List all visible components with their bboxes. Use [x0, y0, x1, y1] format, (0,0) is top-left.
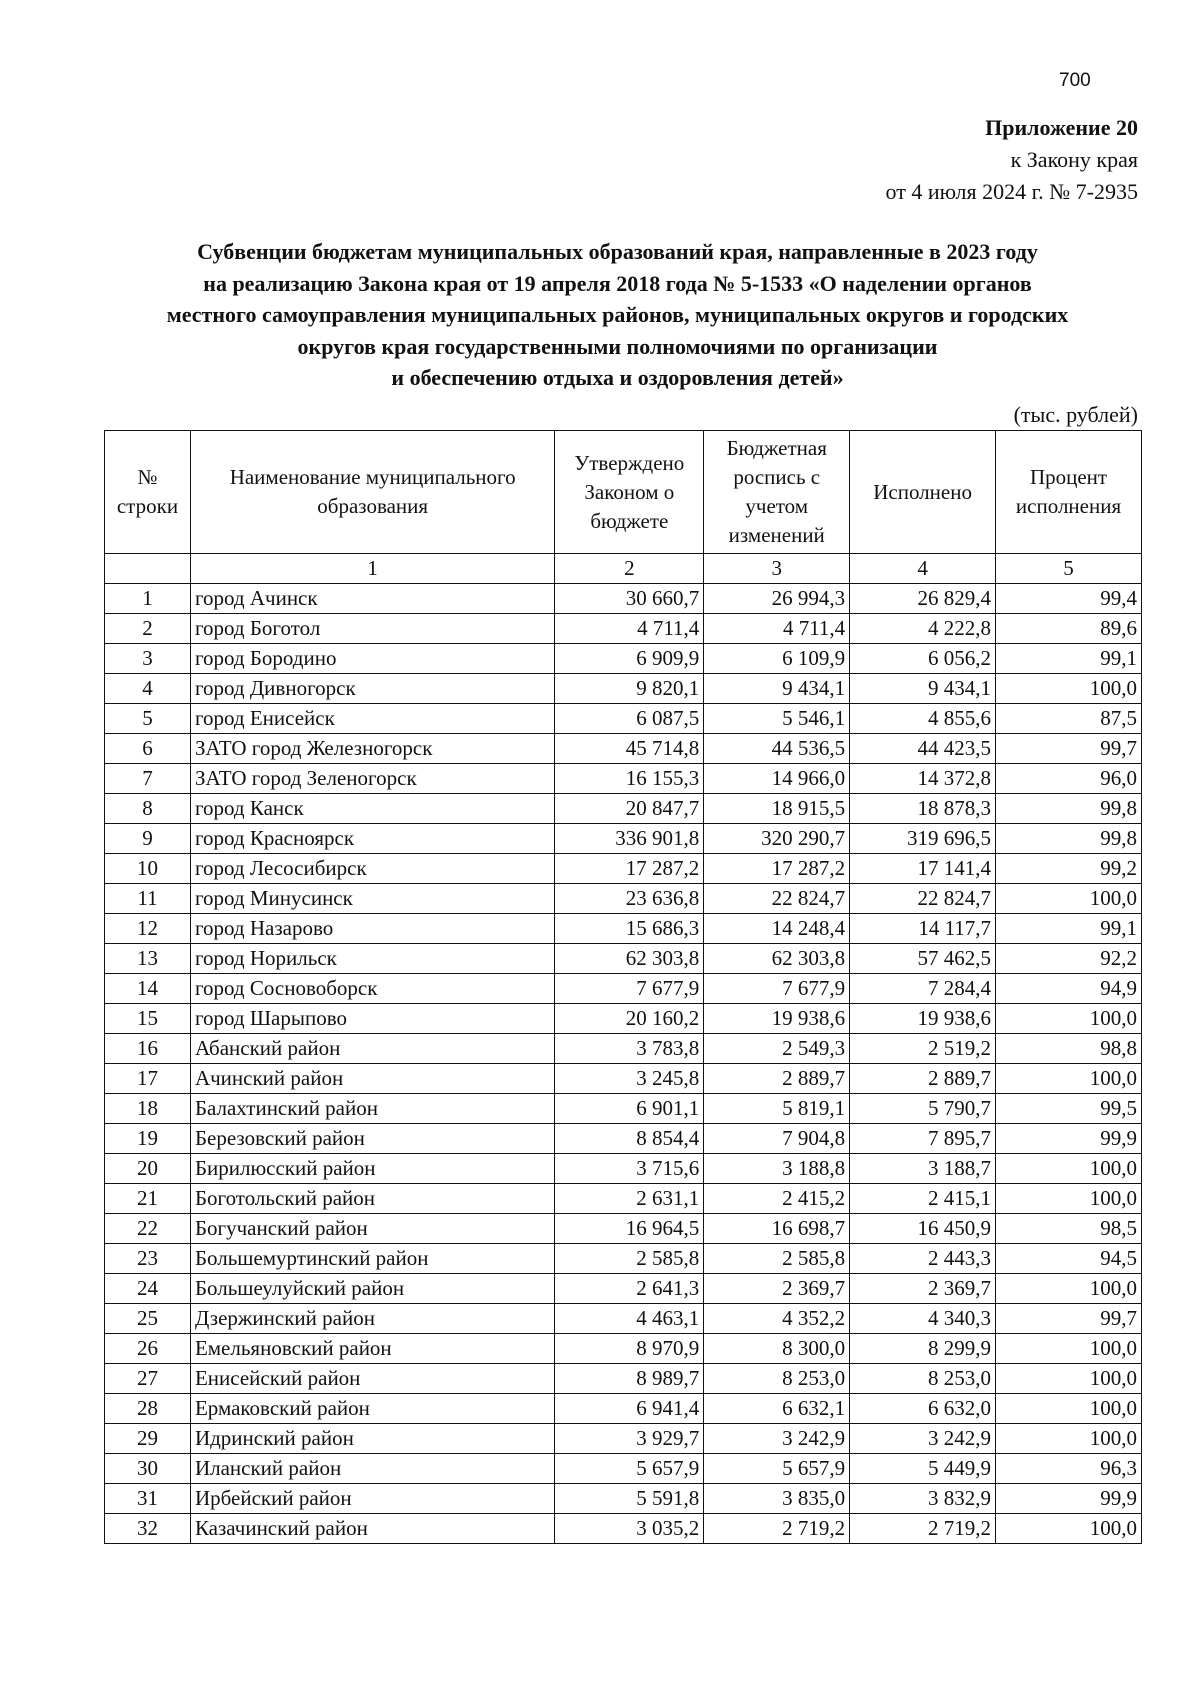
approved-amount-cell: 5 657,9 [555, 1454, 704, 1484]
municipality-name-cell: Ачинский район [190, 1064, 554, 1094]
execution-percent-cell: 98,5 [996, 1214, 1142, 1244]
execution-percent-cell: 87,5 [996, 704, 1142, 734]
approved-amount-cell: 17 287,2 [555, 854, 704, 884]
title-line-1: Субвенции бюджетам муниципальных образований края, направленные в 2023 году [197, 239, 1038, 264]
budget-list-amount-cell: 4 711,4 [704, 614, 850, 644]
approved-amount-cell: 5 591,8 [555, 1484, 704, 1514]
approved-amount-cell: 6 901,1 [555, 1094, 704, 1124]
budget-list-amount-cell: 5 546,1 [704, 704, 850, 734]
column-index: 3 [704, 554, 850, 584]
approved-amount-cell: 30 660,7 [555, 584, 704, 614]
budget-list-amount-cell: 26 994,3 [704, 584, 850, 614]
municipality-name-cell: город Дивногорск [190, 674, 554, 704]
table-row [105, 1214, 1142, 1244]
executed-amount-cell: 6 056,2 [850, 644, 996, 674]
row-number-cell: 2 [105, 614, 191, 644]
municipality-name-cell: Балахтинский район [190, 1094, 554, 1124]
execution-percent-cell: 99,8 [996, 824, 1142, 854]
executed-amount-cell: 9 434,1 [850, 674, 996, 704]
table-row [105, 644, 1142, 674]
execution-percent-cell: 99,4 [996, 584, 1142, 614]
title-line-5: и обеспечению отдыха и оздоровления детей» [391, 365, 844, 390]
execution-percent-cell: 99,9 [996, 1124, 1142, 1154]
approved-amount-cell: 3 035,2 [555, 1514, 704, 1544]
execution-percent-cell: 100,0 [996, 1364, 1142, 1394]
budget-list-amount-cell: 18 915,5 [704, 794, 850, 824]
table-row [105, 1514, 1142, 1544]
executed-amount-cell: 4 222,8 [850, 614, 996, 644]
municipality-name-cell: город Норильск [190, 944, 554, 974]
table-body [105, 584, 1142, 1544]
row-number-cell: 11 [105, 884, 191, 914]
approved-amount-cell: 336 901,8 [555, 824, 704, 854]
budget-list-amount-cell: 320 290,7 [704, 824, 850, 854]
executed-amount-cell: 3 242,9 [850, 1424, 996, 1454]
executed-amount-cell: 18 878,3 [850, 794, 996, 824]
execution-percent-cell: 99,8 [996, 794, 1142, 824]
executed-amount-cell: 19 938,6 [850, 1004, 996, 1034]
budget-list-amount-cell: 14 248,4 [704, 914, 850, 944]
execution-percent-cell: 100,0 [996, 1064, 1142, 1094]
municipality-name-cell: Абанский район [190, 1034, 554, 1064]
approved-amount-cell: 8 989,7 [555, 1364, 704, 1394]
document-title [95, 236, 1140, 394]
annex-law-ref: к Закону края [1010, 147, 1138, 172]
municipality-name-cell: город Канск [190, 794, 554, 824]
row-number-cell: 20 [105, 1154, 191, 1184]
row-number-cell: 19 [105, 1124, 191, 1154]
units-label: (тыс. рублей) [1013, 402, 1138, 427]
row-number-cell: 21 [105, 1184, 191, 1214]
budget-list-amount-cell: 3 835,0 [704, 1484, 850, 1514]
table-row [105, 584, 1142, 614]
table-row [105, 974, 1142, 1004]
executed-amount-cell: 57 462,5 [850, 944, 996, 974]
header-row [105, 431, 1142, 554]
annex-date-ref: от 4 июля 2024 г. № 7-2935 [885, 179, 1138, 204]
budget-list-amount-cell: 22 824,7 [704, 884, 850, 914]
column-index: 1 [190, 554, 554, 584]
row-number-cell: 24 [105, 1274, 191, 1304]
municipality-name-cell: Иланский район [190, 1454, 554, 1484]
table-row [105, 614, 1142, 644]
budget-list-amount-cell: 3 242,9 [704, 1424, 850, 1454]
budget-list-amount-cell: 2 369,7 [704, 1274, 850, 1304]
row-number-cell: 17 [105, 1064, 191, 1094]
budget-list-amount-cell: 2 415,2 [704, 1184, 850, 1214]
budget-list-amount-cell: 9 434,1 [704, 674, 850, 704]
executed-amount-cell: 2 719,2 [850, 1514, 996, 1544]
row-number-cell: 23 [105, 1244, 191, 1274]
table-row [105, 734, 1142, 764]
municipality-name-cell: город Назарово [190, 914, 554, 944]
municipality-name-cell: Богучанский район [190, 1214, 554, 1244]
table-row [105, 1424, 1142, 1454]
approved-amount-cell: 8 854,4 [555, 1124, 704, 1154]
approved-amount-cell: 16 964,5 [555, 1214, 704, 1244]
table-row [105, 824, 1142, 854]
executed-amount-cell: 44 423,5 [850, 734, 996, 764]
municipality-name-cell: ЗАТО город Железногорск [190, 734, 554, 764]
approved-amount-cell: 6 941,4 [555, 1394, 704, 1424]
executed-amount-cell: 319 696,5 [850, 824, 996, 854]
approved-amount-cell: 6 087,5 [555, 704, 704, 734]
row-number-cell: 7 [105, 764, 191, 794]
executed-amount-cell: 3 832,9 [850, 1484, 996, 1514]
executed-amount-cell: 17 141,4 [850, 854, 996, 884]
header-approved: Утверждено Законом о бюджете [555, 431, 704, 554]
column-index: 4 [850, 554, 996, 584]
budget-list-amount-cell: 7 904,8 [704, 1124, 850, 1154]
execution-percent-cell: 94,9 [996, 974, 1142, 1004]
executed-amount-cell: 2 415,1 [850, 1184, 996, 1214]
table-row [105, 1034, 1142, 1064]
budget-list-amount-cell: 16 698,7 [704, 1214, 850, 1244]
approved-amount-cell: 4 711,4 [555, 614, 704, 644]
approved-amount-cell: 15 686,3 [555, 914, 704, 944]
budget-list-amount-cell: 4 352,2 [704, 1304, 850, 1334]
budget-list-amount-cell: 8 253,0 [704, 1364, 850, 1394]
executed-amount-cell: 2 519,2 [850, 1034, 996, 1064]
municipality-name-cell: город Шарыпово [190, 1004, 554, 1034]
executed-amount-cell: 26 829,4 [850, 584, 996, 614]
execution-percent-cell: 100,0 [996, 1334, 1142, 1364]
row-number-cell: 28 [105, 1394, 191, 1424]
column-index-row [105, 554, 1142, 584]
row-number-cell: 3 [105, 644, 191, 674]
executed-amount-cell: 7 895,7 [850, 1124, 996, 1154]
row-number-cell: 14 [105, 974, 191, 1004]
row-number-cell: 9 [105, 824, 191, 854]
table-row [105, 704, 1142, 734]
approved-amount-cell: 62 303,8 [555, 944, 704, 974]
executed-amount-cell: 4 855,6 [850, 704, 996, 734]
executed-amount-cell: 22 824,7 [850, 884, 996, 914]
table-row [105, 764, 1142, 794]
execution-percent-cell: 99,7 [996, 734, 1142, 764]
budget-list-amount-cell: 5 657,9 [704, 1454, 850, 1484]
budget-list-amount-cell: 8 300,0 [704, 1334, 850, 1364]
municipality-name-cell: Боготольский район [190, 1184, 554, 1214]
approved-amount-cell: 6 909,9 [555, 644, 704, 674]
approved-amount-cell: 9 820,1 [555, 674, 704, 704]
approved-amount-cell: 2 631,1 [555, 1184, 704, 1214]
column-index: 2 [555, 554, 704, 584]
table-row [105, 1124, 1142, 1154]
execution-percent-cell: 99,7 [996, 1304, 1142, 1334]
municipality-name-cell: город Минусинск [190, 884, 554, 914]
budget-list-amount-cell: 6 109,9 [704, 644, 850, 674]
approved-amount-cell: 16 155,3 [555, 764, 704, 794]
row-number-cell: 22 [105, 1214, 191, 1244]
municipality-name-cell: Ирбейский район [190, 1484, 554, 1514]
municipality-name-cell: Идринский район [190, 1424, 554, 1454]
column-index [105, 554, 191, 584]
budget-list-amount-cell: 5 819,1 [704, 1094, 850, 1124]
title-line-2: на реализацию Закона края от 19 апреля 2018 года № 5-1533 «О наделении органов [203, 270, 1032, 296]
executed-amount-cell: 4 340,3 [850, 1304, 996, 1334]
column-index: 5 [996, 554, 1142, 584]
approved-amount-cell: 4 463,1 [555, 1304, 704, 1334]
executed-amount-cell: 14 117,7 [850, 914, 996, 944]
approved-amount-cell: 20 847,7 [555, 794, 704, 824]
municipality-name-cell: город Красноярск [190, 824, 554, 854]
execution-percent-cell: 99,1 [996, 644, 1142, 674]
municipality-name-cell: Березовский район [190, 1124, 554, 1154]
table-row [105, 914, 1142, 944]
page-number: 700 [1059, 70, 1091, 91]
execution-percent-cell: 100,0 [996, 1004, 1142, 1034]
execution-percent-cell: 100,0 [996, 1154, 1142, 1184]
table-row [105, 1364, 1142, 1394]
municipality-name-cell: город Сосновоборск [190, 974, 554, 1004]
title-line-4: округов края государственными полномочиями по организации [297, 333, 938, 359]
table-row [105, 1064, 1142, 1094]
approved-amount-cell: 8 970,9 [555, 1334, 704, 1364]
execution-percent-cell: 100,0 [996, 674, 1142, 704]
row-number-cell: 18 [105, 1094, 191, 1124]
execution-percent-cell: 89,6 [996, 614, 1142, 644]
budget-list-amount-cell: 7 677,9 [704, 974, 850, 1004]
municipality-name-cell: город Енисейск [190, 704, 554, 734]
row-number-cell: 8 [105, 794, 191, 824]
table-row [105, 794, 1142, 824]
annex-block [886, 112, 1138, 208]
row-number-cell: 12 [105, 914, 191, 944]
header-budget-list: Бюджетная роспись с учетом изменений [704, 431, 850, 554]
municipality-name-cell: Емельяновский район [190, 1334, 554, 1364]
municipality-name-cell: город Бородино [190, 644, 554, 674]
budget-list-amount-cell: 2 719,2 [704, 1514, 850, 1544]
table-row [105, 884, 1142, 914]
budget-list-amount-cell: 3 188,8 [704, 1154, 850, 1184]
execution-percent-cell: 99,1 [996, 914, 1142, 944]
budget-list-amount-cell: 17 287,2 [704, 854, 850, 884]
header-percent: Процент исполнения [996, 431, 1142, 554]
budget-list-amount-cell: 2 549,3 [704, 1034, 850, 1064]
executed-amount-cell: 16 450,9 [850, 1214, 996, 1244]
approved-amount-cell: 2 585,8 [555, 1244, 704, 1274]
row-number-cell: 15 [105, 1004, 191, 1034]
table-row [105, 1484, 1142, 1514]
row-number-cell: 4 [105, 674, 191, 704]
row-number-cell: 27 [105, 1364, 191, 1394]
execution-percent-cell: 100,0 [996, 1394, 1142, 1424]
table-row [105, 1154, 1142, 1184]
approved-amount-cell: 7 677,9 [555, 974, 704, 1004]
execution-percent-cell: 99,9 [996, 1484, 1142, 1514]
row-number-cell: 31 [105, 1484, 191, 1514]
table-row [105, 674, 1142, 704]
budget-list-amount-cell: 2 889,7 [704, 1064, 850, 1094]
row-number-cell: 5 [105, 704, 191, 734]
municipality-name-cell: Казачинский район [190, 1514, 554, 1544]
row-number-cell: 32 [105, 1514, 191, 1544]
row-number-cell: 10 [105, 854, 191, 884]
execution-percent-cell: 100,0 [996, 1514, 1142, 1544]
approved-amount-cell: 20 160,2 [555, 1004, 704, 1034]
municipality-name-cell: ЗАТО город Зеленогорск [190, 764, 554, 794]
executed-amount-cell: 5 790,7 [850, 1094, 996, 1124]
title-line-3: местного самоуправления муниципальных районов, муниципальных округов и городских [166, 302, 1069, 327]
municipality-name-cell: Ермаковский район [190, 1394, 554, 1424]
table-row [105, 1094, 1142, 1124]
executed-amount-cell: 2 369,7 [850, 1274, 996, 1304]
row-number-cell: 25 [105, 1304, 191, 1334]
header-name: Наименование муниципального образования [190, 431, 554, 554]
table-row [105, 1184, 1142, 1214]
execution-percent-cell: 100,0 [996, 1184, 1142, 1214]
executed-amount-cell: 6 632,0 [850, 1394, 996, 1424]
execution-percent-cell: 96,0 [996, 764, 1142, 794]
execution-percent-cell: 100,0 [996, 1274, 1142, 1304]
municipality-name-cell: Бирилюсский район [190, 1154, 554, 1184]
execution-percent-cell: 94,5 [996, 1244, 1142, 1274]
approved-amount-cell: 3 783,8 [555, 1034, 704, 1064]
annex-title: Приложение 20 [985, 115, 1138, 140]
budget-list-amount-cell: 14 966,0 [704, 764, 850, 794]
table-row [105, 1304, 1142, 1334]
table-row [105, 944, 1142, 974]
approved-amount-cell: 3 929,7 [555, 1424, 704, 1454]
budget-list-amount-cell: 2 585,8 [704, 1244, 850, 1274]
execution-percent-cell: 100,0 [996, 884, 1142, 914]
municipality-name-cell: город Лесосибирск [190, 854, 554, 884]
executed-amount-cell: 2 443,3 [850, 1244, 996, 1274]
execution-percent-cell: 92,2 [996, 944, 1142, 974]
execution-percent-cell: 100,0 [996, 1424, 1142, 1454]
executed-amount-cell: 8 253,0 [850, 1364, 996, 1394]
row-number-cell: 1 [105, 584, 191, 614]
execution-percent-cell: 99,2 [996, 854, 1142, 884]
table-row [105, 1334, 1142, 1364]
executed-amount-cell: 5 449,9 [850, 1454, 996, 1484]
budget-list-amount-cell: 62 303,8 [704, 944, 850, 974]
row-number-cell: 26 [105, 1334, 191, 1364]
executed-amount-cell: 3 188,7 [850, 1154, 996, 1184]
row-number-cell: 16 [105, 1034, 191, 1064]
execution-percent-cell: 99,5 [996, 1094, 1142, 1124]
execution-percent-cell: 98,8 [996, 1034, 1142, 1064]
executed-amount-cell: 14 372,8 [850, 764, 996, 794]
table-row [105, 1274, 1142, 1304]
row-number-cell: 29 [105, 1424, 191, 1454]
budget-list-amount-cell: 6 632,1 [704, 1394, 850, 1424]
executed-amount-cell: 2 889,7 [850, 1064, 996, 1094]
executed-amount-cell: 7 284,4 [850, 974, 996, 1004]
municipality-name-cell: город Боготол [190, 614, 554, 644]
executed-amount-cell: 8 299,9 [850, 1334, 996, 1364]
approved-amount-cell: 45 714,8 [555, 734, 704, 764]
municipality-name-cell: Большемуртинский район [190, 1244, 554, 1274]
municipality-name-cell: Большеулуйский район [190, 1274, 554, 1304]
budget-list-amount-cell: 19 938,6 [704, 1004, 850, 1034]
row-number-cell: 30 [105, 1454, 191, 1484]
approved-amount-cell: 2 641,3 [555, 1274, 704, 1304]
subventions-table [104, 430, 1142, 1544]
table-row [105, 1394, 1142, 1424]
municipality-name-cell: город Ачинск [190, 584, 554, 614]
table-row [105, 1454, 1142, 1484]
row-number-cell: 13 [105, 944, 191, 974]
table-row [105, 1004, 1142, 1034]
execution-percent-cell: 96,3 [996, 1454, 1142, 1484]
header-row-no: № строки [105, 431, 191, 554]
municipality-name-cell: Дзержинский район [190, 1304, 554, 1334]
row-number-cell: 6 [105, 734, 191, 764]
table-row [105, 854, 1142, 884]
table-row [105, 1244, 1142, 1274]
header-executed: Исполнено [850, 431, 996, 554]
approved-amount-cell: 23 636,8 [555, 884, 704, 914]
approved-amount-cell: 3 715,6 [555, 1154, 704, 1184]
approved-amount-cell: 3 245,8 [555, 1064, 704, 1094]
municipality-name-cell: Енисейский район [190, 1364, 554, 1394]
budget-list-amount-cell: 44 536,5 [704, 734, 850, 764]
